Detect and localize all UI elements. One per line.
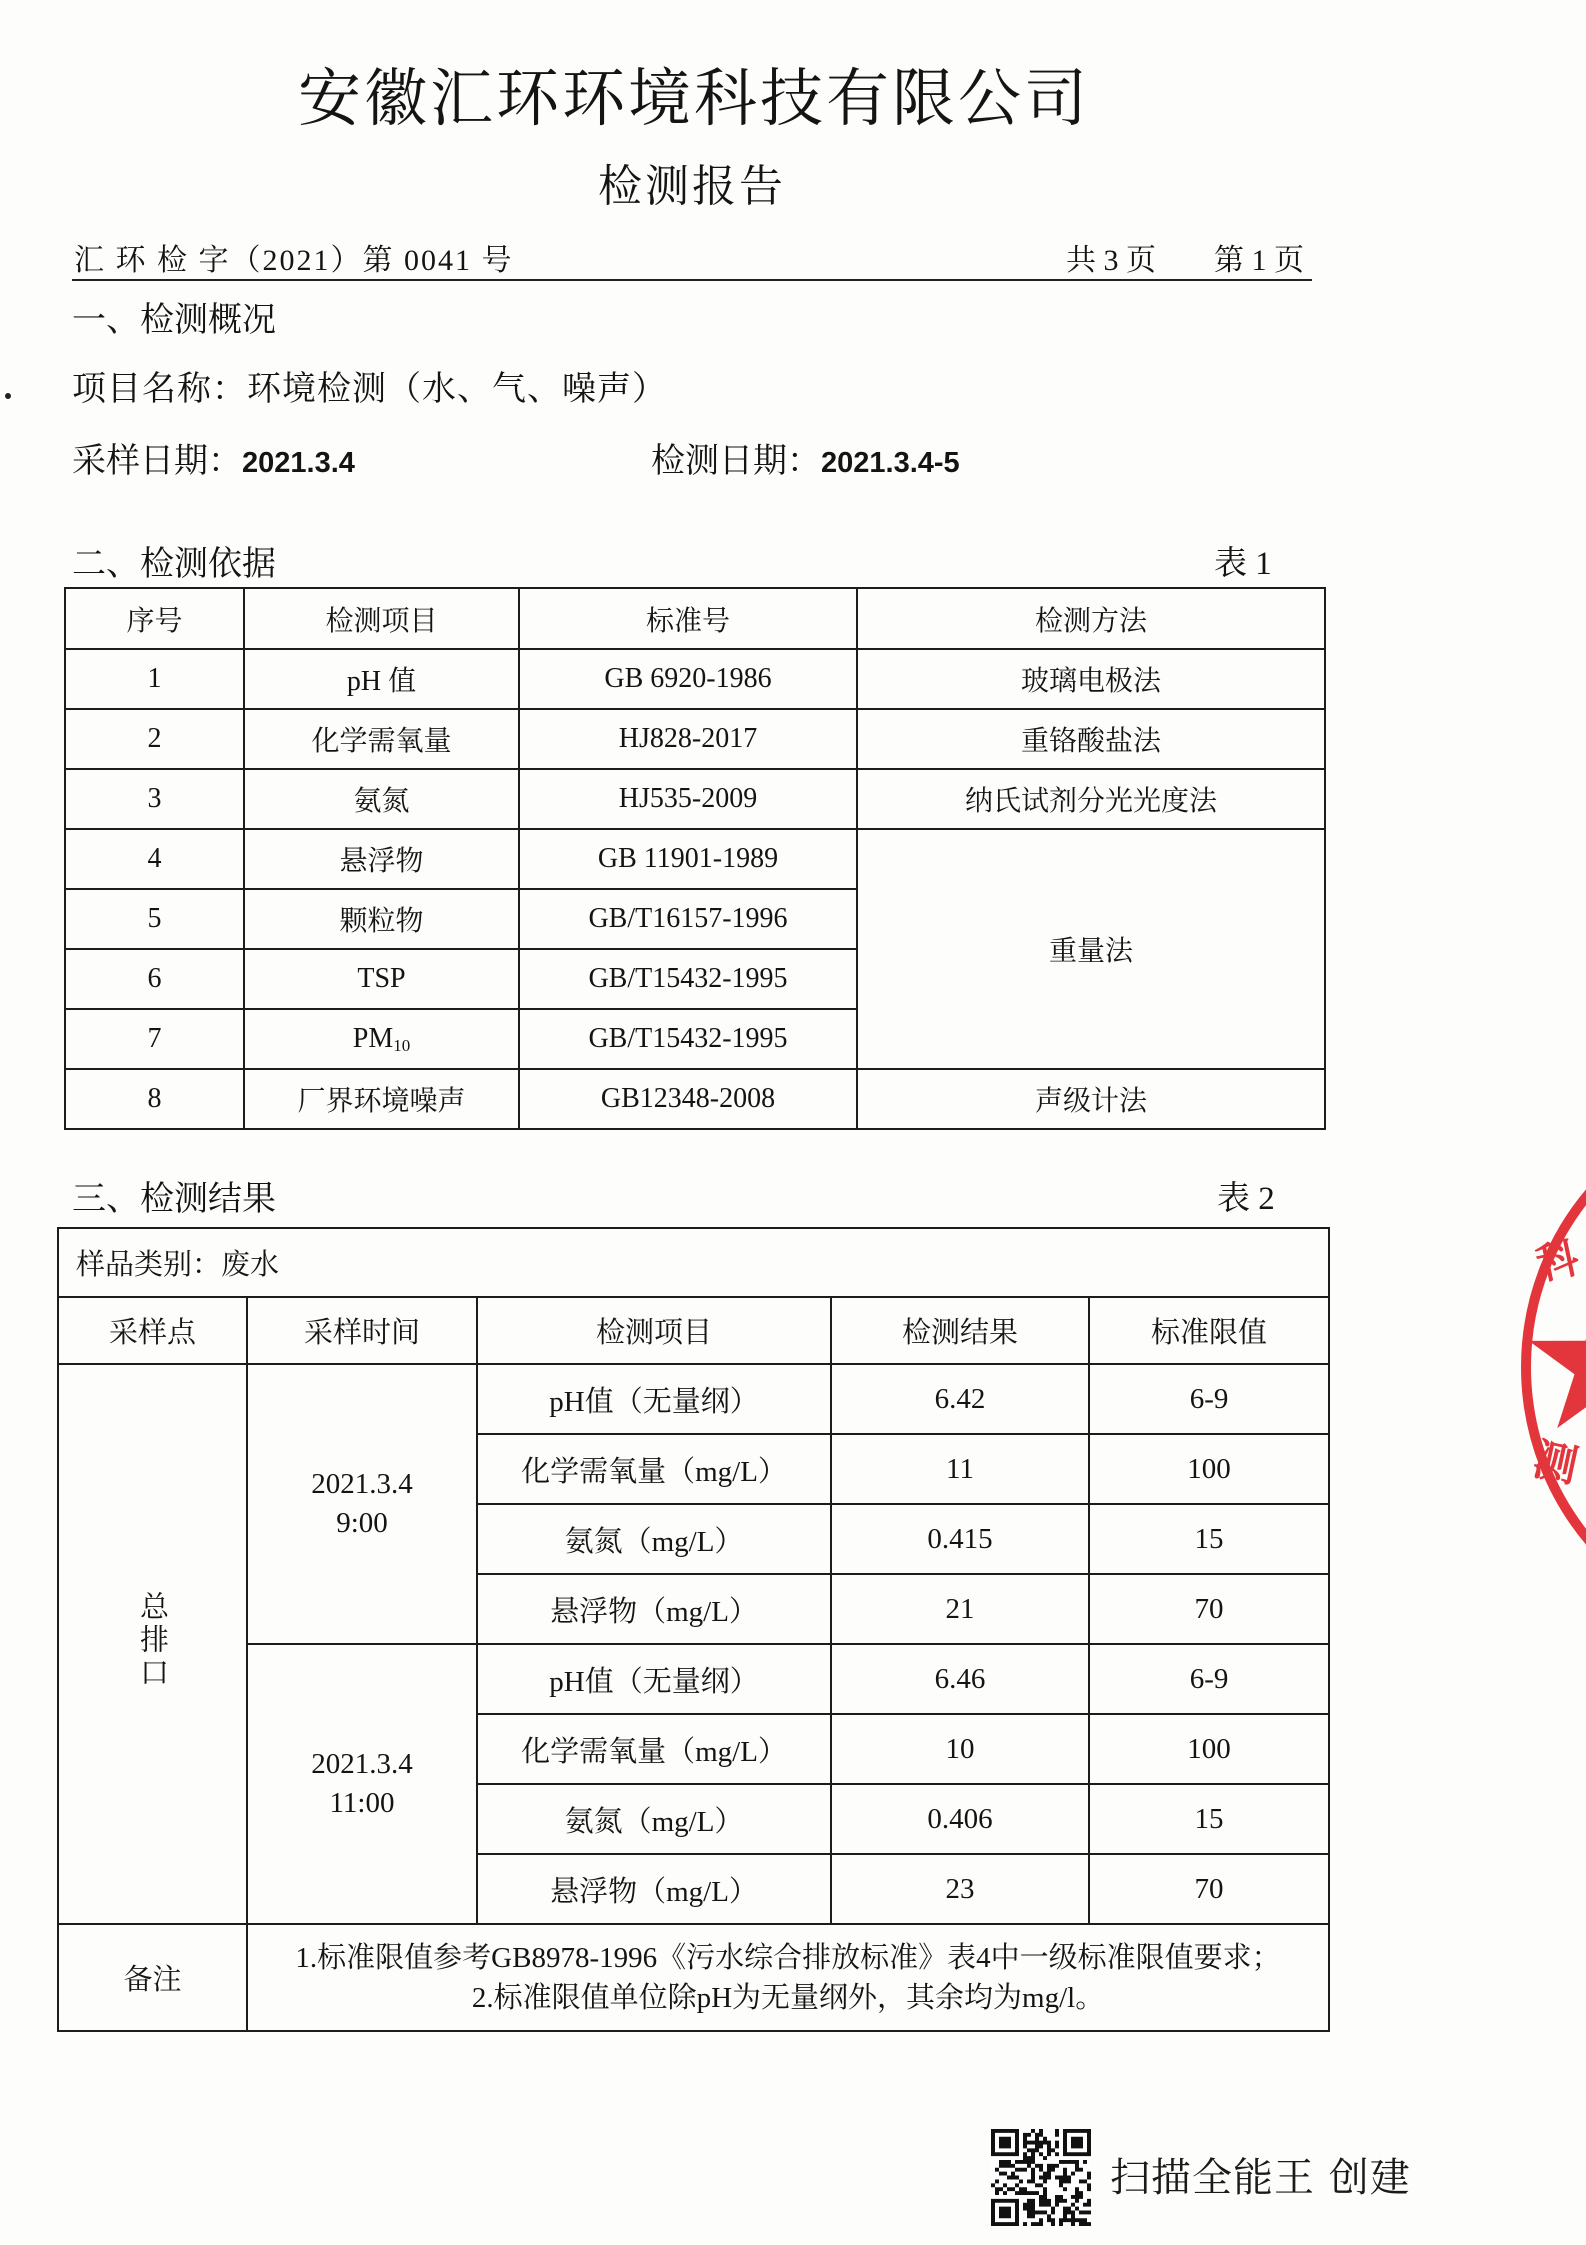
sampling-date-label: 采样日期：: [72, 443, 242, 480]
row-number: 1: [65, 649, 244, 709]
test-item: 悬浮物（mg/L）: [477, 1854, 831, 1924]
sampling-clock-time: 9:00: [336, 1507, 388, 1539]
test-item: pH值（无量纲）: [477, 1644, 831, 1714]
sampling-date: 2021.3.4: [311, 1748, 413, 1780]
test-result: 0.406: [831, 1784, 1089, 1854]
total-pages: 共 3 页: [1066, 244, 1156, 277]
standard-number: HJ828-2017: [519, 709, 857, 769]
test-method: 重量法: [857, 829, 1325, 1069]
standard-number: GB/T15432-1995: [519, 1009, 857, 1069]
row-number: 5: [65, 889, 244, 949]
sample-type-row: [58, 1228, 1329, 1297]
test-method: 玻璃电极法: [857, 649, 1325, 709]
seal-text-bottom: 测: [1528, 1433, 1583, 1493]
test-result: 6.46: [831, 1644, 1089, 1714]
table-row: [65, 769, 1325, 829]
test-method: 声级计法: [857, 1069, 1325, 1129]
test-item: 化学需氧量（mg/L）: [477, 1434, 831, 1504]
row-number: 7: [65, 1009, 244, 1069]
sample-type: 样品类别：废水: [58, 1228, 1329, 1297]
test-method: 重铬酸盐法: [857, 709, 1325, 769]
scan-speck: [5, 393, 11, 399]
test-item: 氨氮: [244, 769, 519, 829]
test-item: 化学需氧量（mg/L）: [477, 1714, 831, 1784]
results-table: [57, 1227, 1330, 2032]
report-number: 汇 环 检 字（2021）第 0041 号: [74, 244, 514, 277]
notes-row: [58, 1924, 1329, 2031]
test-result: 0.415: [831, 1504, 1089, 1574]
table-row: [58, 1364, 1329, 1434]
test-item: 氨氮（mg/L）: [477, 1504, 831, 1574]
column-header: 检测方法: [857, 588, 1325, 649]
notes-content: [247, 1924, 1329, 2031]
sampling-date-value: 2021.3.4: [242, 447, 355, 479]
section-heading-basis: 二、检测依据: [72, 546, 276, 583]
test-date-value: 2021.3.4-5: [821, 447, 960, 479]
table-row: [65, 649, 1325, 709]
column-header: 检测项目: [244, 588, 519, 649]
standard-limit: 6-9: [1089, 1364, 1329, 1434]
standard-number: GB/T15432-1995: [519, 949, 857, 1009]
test-result: 23: [831, 1854, 1089, 1924]
official-seal: [1518, 1180, 1586, 1550]
row-number: 2: [65, 709, 244, 769]
standard-number: HJ535-2009: [519, 769, 857, 829]
test-result: 10: [831, 1714, 1089, 1784]
column-header: 检测项目: [477, 1297, 831, 1364]
standard-limit: 100: [1089, 1714, 1329, 1784]
test-item: pH值（无量纲）: [477, 1364, 831, 1434]
section-heading-overview: 一、检测概况: [72, 302, 276, 339]
header-underline: [72, 279, 1312, 281]
test-result: 11: [831, 1434, 1089, 1504]
table-header-row: [58, 1297, 1329, 1364]
table-row: [65, 829, 1325, 889]
standard-number: GB 11901-1989: [519, 829, 857, 889]
row-number: 8: [65, 1069, 244, 1129]
test-result: 6.42: [831, 1364, 1089, 1434]
scanner-credit: 扫描全能王 创建: [1110, 2155, 1411, 2201]
test-result: 21: [831, 1574, 1089, 1644]
column-header: 标准限值: [1089, 1297, 1329, 1364]
test-item: 氨氮（mg/L）: [477, 1784, 831, 1854]
standard-number: GB12348-2008: [519, 1069, 857, 1129]
test-item: 厂界环境噪声: [244, 1069, 519, 1129]
sampling-time: [247, 1644, 477, 1924]
test-item-subscript: 10: [393, 1035, 411, 1055]
row-number: 3: [65, 769, 244, 829]
table-header-row: [65, 588, 1325, 649]
table-label: 表 2: [1217, 1181, 1275, 1217]
basis-table: [64, 587, 1326, 1130]
test-date-label: 检测日期：: [651, 443, 821, 480]
row-number: 4: [65, 829, 244, 889]
seal-text-top: 科: [1531, 1232, 1583, 1290]
table-row: [65, 1069, 1325, 1129]
sampling-point-name: 总排口: [136, 1590, 168, 1690]
sampling-clock-time: 11:00: [329, 1787, 395, 1819]
test-method: 纳氏试剂分光光度法: [857, 769, 1325, 829]
test-item: TSP: [244, 949, 519, 1009]
standard-limit: 15: [1089, 1784, 1329, 1854]
page-number: 第 1 页: [1214, 244, 1304, 277]
test-item: 化学需氧量: [244, 709, 519, 769]
standard-limit: 6-9: [1089, 1644, 1329, 1714]
table-label: 表 1: [1214, 546, 1272, 582]
test-item: 悬浮物（mg/L）: [477, 1574, 831, 1644]
notes-label: 备注: [58, 1924, 247, 2031]
sampling-date-line: [72, 445, 355, 479]
report-title: 检测报告: [598, 162, 786, 211]
row-number: 6: [65, 949, 244, 1009]
test-item: pH 值: [244, 649, 519, 709]
sampling-point: [58, 1364, 247, 1924]
standard-limit: 70: [1089, 1574, 1329, 1644]
sampling-date: 2021.3.4: [311, 1468, 413, 1500]
section-heading-results: 三、检测结果: [72, 1181, 276, 1218]
standard-limit: 100: [1089, 1434, 1329, 1504]
column-header: 标准号: [519, 588, 857, 649]
test-item-name: PM: [352, 1022, 394, 1054]
table-row: [58, 1644, 1329, 1714]
column-header: 采样时间: [247, 1297, 477, 1364]
test-item: 悬浮物: [244, 829, 519, 889]
table-row: [65, 709, 1325, 769]
column-header: 序号: [65, 588, 244, 649]
test-item: 颗粒物: [244, 889, 519, 949]
project-name: 项目名称：环境检测（水、气、噪声）: [72, 371, 667, 408]
standard-limit: 70: [1089, 1854, 1329, 1924]
column-header: 检测结果: [831, 1297, 1089, 1364]
column-header: 采样点: [58, 1297, 247, 1364]
test-date-line: [651, 445, 960, 479]
company-name: 安徽汇环环境科技有限公司: [298, 64, 1090, 134]
note-line: 2.标准限值单位除pH为无量纲外，其余均为mg/l。: [471, 1981, 1105, 2014]
standard-limit: 15: [1089, 1504, 1329, 1574]
standard-number: GB/T16157-1996: [519, 889, 857, 949]
test-item: [244, 1009, 519, 1069]
note-line: 1.标准限值参考GB8978-1996《污水综合排放标准》表4中一级标准限值要求；: [295, 1941, 1281, 1974]
qr-code-icon: [991, 2129, 1091, 2226]
sampling-time: [247, 1364, 477, 1644]
standard-number: GB 6920-1986: [519, 649, 857, 709]
